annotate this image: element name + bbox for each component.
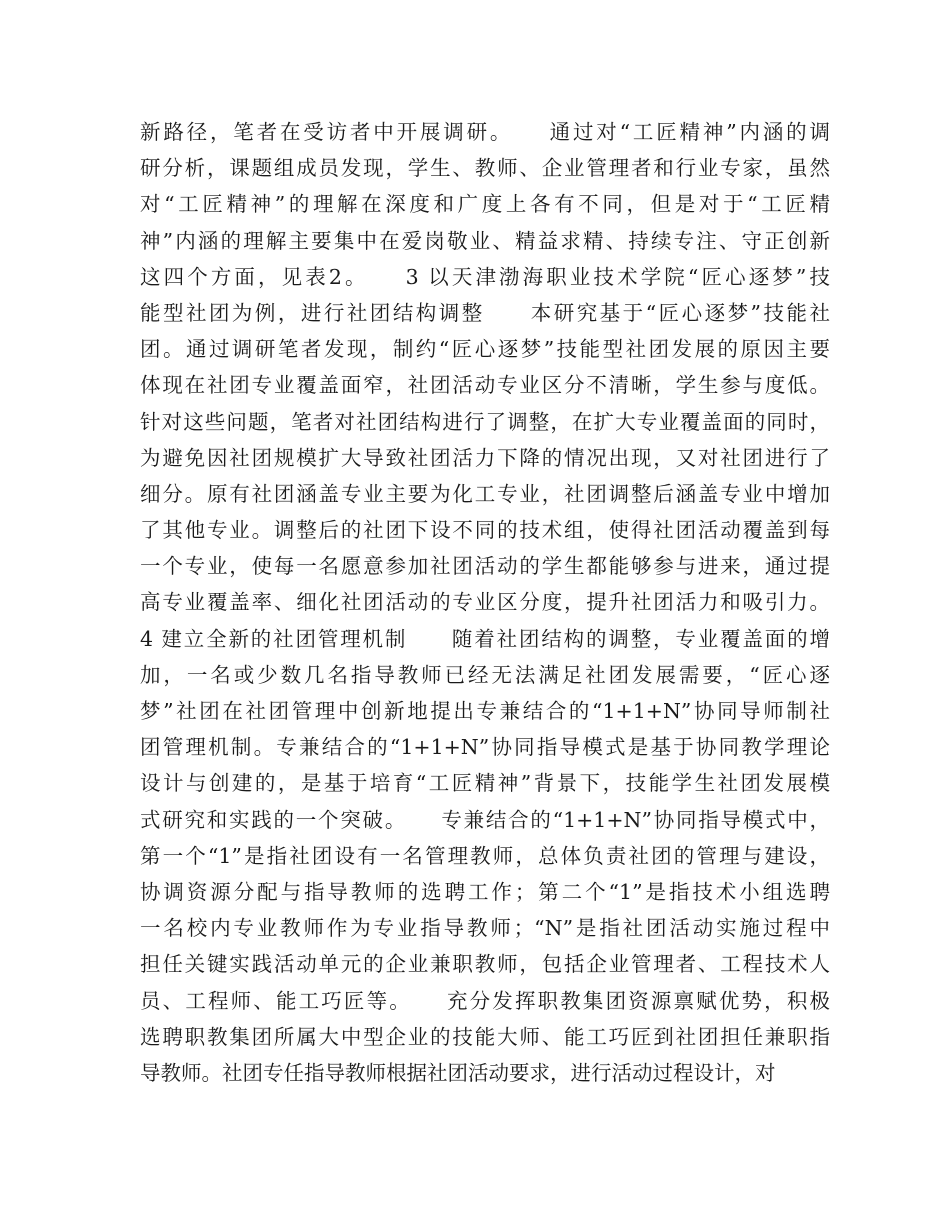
text-line: 研分析，课题组成员发现，学生、教师、企业管理者和行业专家，虽然 [140,156,830,181]
text-line: 式研究和实践的一个突破。 专兼结合的“1+1+N”协同指导模式中， [140,807,830,832]
text-line: 体现在社团专业覆盖面窄，社团活动专业区分不清晰，学生参与度低。 [140,373,830,398]
text-line: 员、工程师、能工巧匠等。 充分发挥职教集团资源禀赋优势，积极 [140,988,830,1013]
text-line: 能型社团为例，进行社团结构调整 本研究基于“匠心逐梦”技能社 [140,300,830,325]
text-line: 担任关键实践活动单元的企业兼职教师，包括企业管理者、工程技术人 [140,952,830,977]
text-line: 一名校内专业教师作为专业指导教师；“N”是指社团活动实施过程中 [140,916,830,941]
text-line: 这四个方面，见表2。 3 以天津渤海职业技术学院“匠心逐梦”技 [140,264,830,289]
text-line: 细分。原有社团涵盖专业主要为化工专业，社团调整后涵盖专业中增加 [140,481,830,506]
text-line: 了其他专业。调整后的社团下设不同的技术组，使得社团活动覆盖到每 [140,518,830,543]
text-line: 导教师。社团专任指导教师根据社团活动要求，进行活动过程设计，对 [140,1060,776,1085]
text-line: 选聘职教集团所属大中型企业的技能大师、能工巧匠到社团担任兼职指 [140,1024,830,1049]
text-line: 设计与创建的，是基于培育“工匠精神”背景下，技能学生社团发展模 [140,771,830,796]
text-line: 为避免因社团规模扩大导致社团活力下降的情况出现，又对社团进行了 [140,445,830,470]
text-line: 神”内涵的理解主要集中在爱岗敬业、精益求精、持续专注、守正创新 [140,228,830,253]
text-line: 第一个“1”是指社团设有一名管理教师，总体负责社团的管理与建设， [140,843,830,868]
text-line: 新路径，笔者在受访者中开展调研。 通过对“工匠精神”内涵的调 [140,120,830,144]
text-line: 一个专业，使每一名愿意参加社团活动的学生都能够参与进来，通过提 [140,554,830,579]
text-line: 针对这些问题，笔者对社团结构进行了调整，在扩大专业覆盖面的同时， [140,409,830,434]
text-line: 对“工匠精神”的理解在深度和广度上各有不同，但是对于“工匠精 [140,192,830,217]
text-line: 4 建立全新的社团管理机制 随着社团结构的调整，专业覆盖面的增 [140,626,830,651]
text-line: 协调资源分配与指导教师的选聘工作；第二个“1”是指技术小组选聘 [140,879,830,904]
text-line: 团管理机制。专兼结合的“1+1+N”协同指导模式是基于协同教学理论 [140,735,830,760]
body-text [140,114,830,1091]
text-line: 高专业覆盖率、细化社团活动的专业区分度，提升社团活力和吸引力。 [140,590,830,615]
text-line: 团。通过调研笔者发现，制约“匠心逐梦”技能型社团发展的原因主要 [140,337,830,362]
text-line: 加，一名或少数几名指导教师已经无法满足社团发展需要，“匠心逐 [140,662,830,687]
text-line: 梦”社团在社团管理中创新地提出专兼结合的“1+1+N”协同导师制社 [140,699,830,723]
